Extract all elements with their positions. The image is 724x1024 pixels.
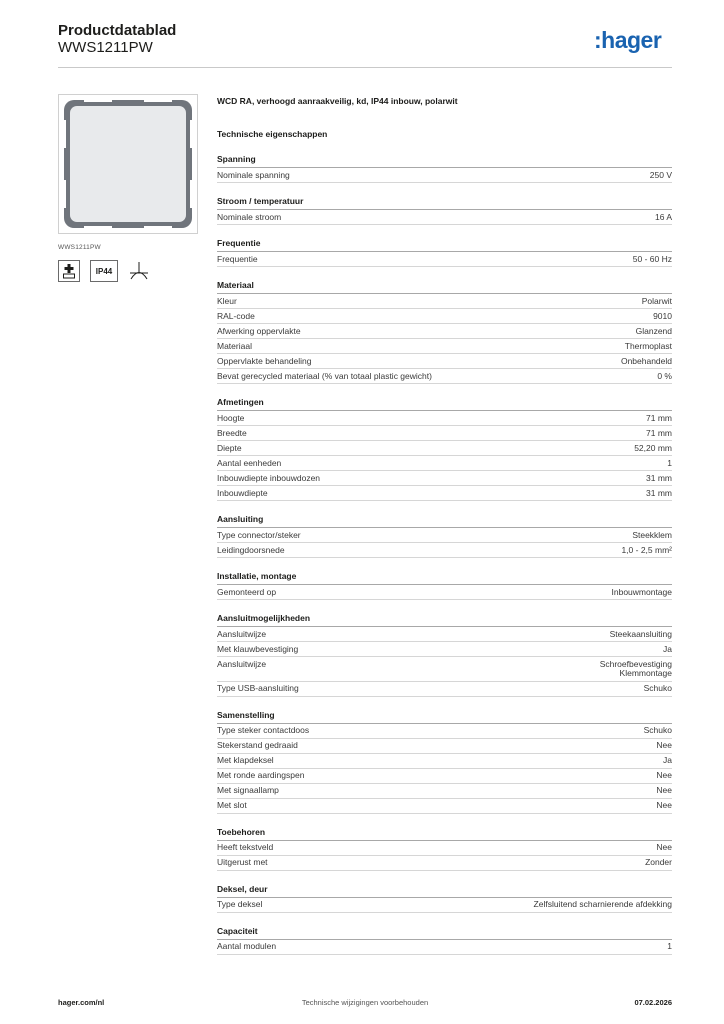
spec-group-title: Installatie, montage [217,571,672,585]
spec-group [217,280,672,384]
spec-row [217,784,672,799]
spec-value: 31 mm [646,487,672,498]
spec-row [217,754,672,769]
spec-value: Nee [656,770,672,780]
spec-label: Nominale spanning [217,169,290,180]
spec-label: Type connector/steker [217,529,301,540]
spec-value: Schuko [643,725,672,735]
certification-badges [58,260,200,282]
spec-row [217,426,672,441]
spec-row [217,739,672,754]
spec-value: Schroefbevestiging Klemmontage [599,658,672,678]
spec-group-title: Toebehoren [217,827,672,841]
page-header [58,22,672,57]
spec-row [217,354,672,369]
spec-value: Zelfsluitend scharnierende afdekking [533,899,672,909]
spec-row [217,657,672,682]
spec-value: Ja [663,755,672,765]
section-heading: Technische eigenschappen [217,129,328,139]
spec-group [217,397,672,501]
spec-label: Leidingdoorsnede [217,544,285,555]
spec-value: 1,0 - 2,5 mm² [621,544,672,555]
footer-date: 07.02.2026 [634,998,672,1007]
spec-group [217,196,672,225]
spec-value: Thermoplast [624,340,672,351]
spec-label: Kleur [217,295,237,306]
spec-row [217,339,672,354]
spec-row [217,309,672,324]
spec-group-title: Materiaal [217,280,672,294]
spec-label: Frequentie [217,253,258,264]
spec-value: 0 % [657,370,672,381]
spec-groups [217,154,672,955]
spec-group [217,827,672,871]
spec-value: Steekaansluiting [609,628,672,639]
spec-label: Bevat gerecycled materiaal (% van totaal plastic gewicht) [217,370,432,381]
spec-label: Aantal modulen [217,941,277,951]
spec-label: Diepte [217,442,242,453]
spec-row [217,841,672,856]
spec-row [217,627,672,642]
spec-label: Aansluitwijze [217,628,267,639]
spec-value: 1 [667,941,672,951]
spec-row [217,294,672,309]
spec-value: Nee [656,785,672,795]
spec-row [217,411,672,426]
spec-value: Steekklem [632,529,672,540]
spec-row [217,940,672,955]
class-ii-icon [58,260,80,282]
spec-label: RAL-code [217,310,255,321]
spec-value: Zonder [645,857,672,867]
spec-row [217,856,672,871]
document-subtitle: WWS1211PW [58,39,153,56]
spec-value: 50 - 60 Hz [632,253,672,264]
spec-row [217,471,672,486]
spec-label: Oppervlakte behandeling [217,355,312,366]
spec-row [217,682,672,697]
footer-notice: Technische wijzigingen voorbehouden [301,998,429,1007]
spec-row [217,441,672,456]
spec-group-title: Aansluiting [217,514,672,528]
spec-row [217,486,672,501]
product-code: WWS1211PW [58,244,101,251]
spec-row [217,456,672,471]
spec-label: Type deksel [217,899,263,909]
spec-row [217,324,672,339]
spec-label: Aansluitwijze [217,658,267,669]
spec-group-title: Aansluitmogelijkheden [217,613,672,627]
spec-row [217,898,672,913]
spec-group [217,613,672,697]
spec-row [217,543,672,558]
spec-value: 9010 [653,310,672,321]
dc-symbol-icon [128,260,150,282]
spec-value: Onbehandeld [620,355,672,366]
spec-label: Materiaal [217,340,252,351]
product-image [58,94,198,234]
spec-label: Afwerking oppervlakte [217,325,301,336]
spec-label: Inbouwdiepte inbouwdozen [217,472,321,483]
spec-group [217,514,672,558]
specification-table [217,96,672,968]
spec-row [217,799,672,814]
spec-group-title: Spanning [217,154,672,168]
spec-row [217,528,672,543]
spec-label: Nominale stroom [217,211,282,222]
svg-text::hager: :hager [594,28,662,53]
spec-group [217,710,672,814]
spec-group [217,571,672,600]
spec-label: Met klapdeksel [217,755,274,765]
spec-label: Type USB-aansluiting [217,683,299,693]
spec-value: 250 V [649,169,672,180]
spec-label: Aantal eenheden [217,457,282,468]
spec-value: 71 mm [646,427,672,438]
document-title: Productdatablad [58,22,177,39]
spec-label: Met klauwbevestiging [217,643,299,654]
header-divider [58,67,672,68]
spec-row [217,252,672,267]
spec-group [217,238,672,267]
spec-row [217,369,672,384]
spec-group-title: Stroom / temperatuur [217,196,672,210]
spec-label: Type steker contactdoos [217,725,310,735]
ip44-badge: IP44 [90,260,118,282]
spec-value: Nee [656,740,672,750]
spec-group-title: Deksel, deur [217,884,672,898]
spec-label: Gemonteerd op [217,586,277,597]
spec-value: Schuko [643,683,672,693]
spec-label: Met signaallamp [217,785,279,795]
spec-row [217,210,672,225]
spec-value: Nee [656,800,672,810]
spec-row [217,642,672,657]
product-description: WCD RA, verhoogd aanraakveilig, kd, IP44 inbouw, polarwit [217,96,458,106]
spec-group-title: Samenstelling [217,710,672,724]
spec-value: 16 A [654,211,672,222]
spec-row [217,724,672,739]
spec-value: Nee [656,842,672,852]
spec-group-title: Capaciteit [217,926,672,940]
product-panel [58,94,200,282]
spec-group [217,884,672,913]
spec-row [217,769,672,784]
spec-group [217,926,672,955]
spec-value: 71 mm [646,412,672,423]
spec-label: Heeft tekstveld [217,842,274,852]
spec-group [217,154,672,183]
spec-label: Met ronde aardingspen [217,770,305,780]
spec-label: Met slot [217,800,247,810]
spec-label: Inbouwdiepte [217,487,268,498]
spec-group-title: Frequentie [217,238,672,252]
spec-value: Inbouwmontage [611,586,672,597]
spec-row [217,168,672,183]
spec-label: Hoogte [217,412,245,423]
spec-label: Stekerstand gedraaid [217,740,298,750]
footer-website[interactable]: hager.com/nl [58,998,105,1007]
spec-value: 31 mm [646,472,672,483]
spec-value: 1 [667,457,672,468]
spec-value: Glanzend [635,325,672,336]
spec-group-title: Afmetingen [217,397,672,411]
spec-row [217,585,672,600]
spec-value: Polarwit [641,295,672,306]
spec-value: 52,20 mm [634,442,672,453]
hager-logo [594,28,672,54]
spec-label: Uitgerust met [217,857,268,867]
spec-value: Ja [663,643,672,654]
spec-label: Breedte [217,427,247,438]
